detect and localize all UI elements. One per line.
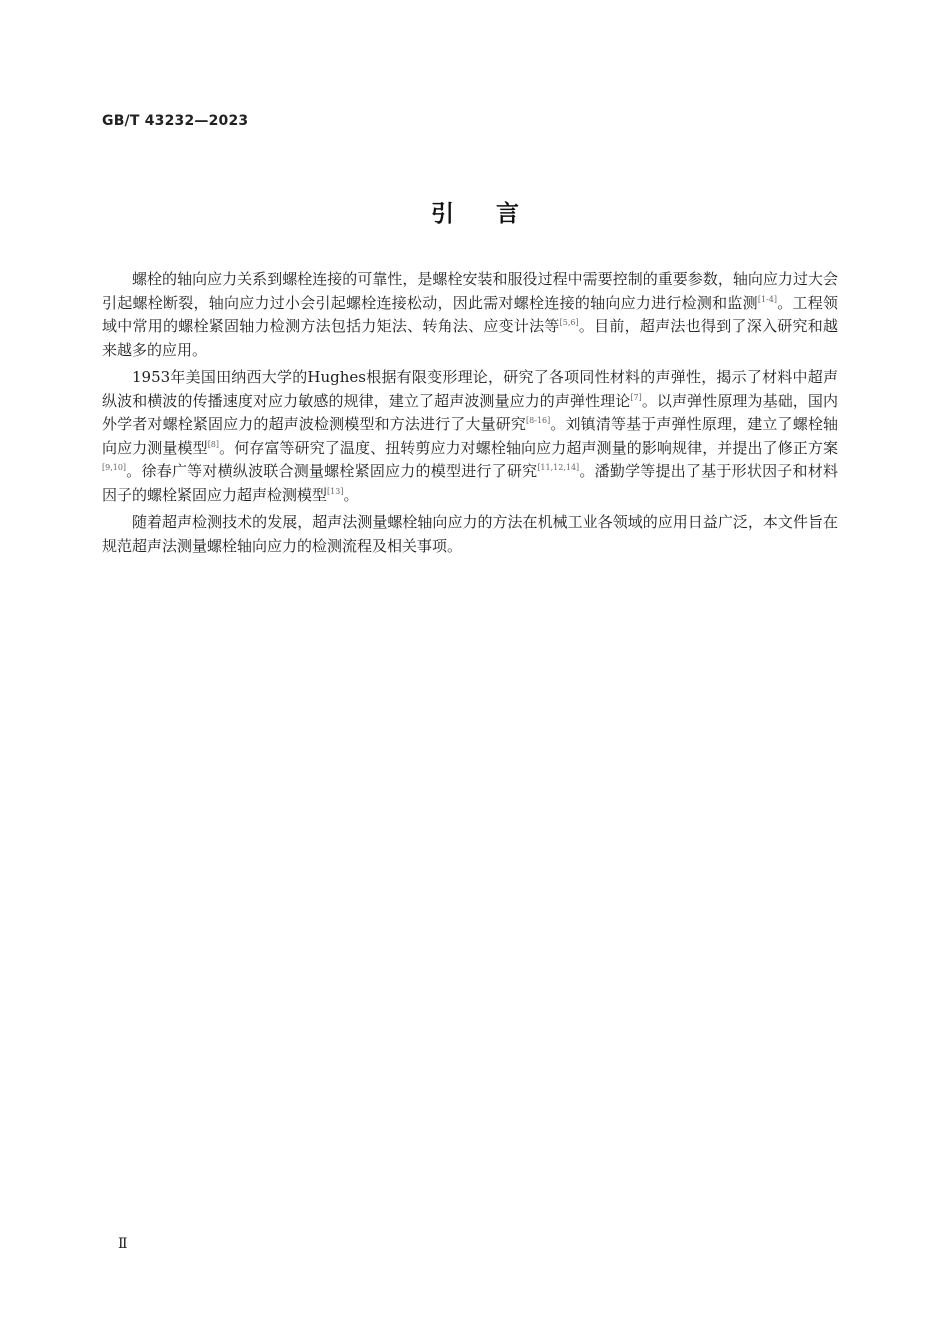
citation-ref: [7]: [630, 392, 642, 402]
paragraph-text: 。工程领域中常用的螺栓紧固轴力检测方法包括力矩法、转角法、应变计法等: [102, 293, 838, 335]
paragraph-text: 随着超声检测技术的发展，超声法测量螺栓轴向应力的方法在机械工业各领域的应用日益广泛，本文件旨在规范超声法测量螺栓轴向应力的检测流程及相关事项。: [102, 513, 838, 555]
citation-ref: [8]: [207, 439, 220, 449]
body-paragraph: [102, 366, 838, 507]
paragraph-text: 。以声弹性原理为基础，国内外学者对螺栓紧固应力的超声波检测模型和方法进行了大量研究: [102, 391, 838, 433]
paragraph-text: 。: [343, 485, 359, 504]
paragraph-text: 。徐春广等对横纵波联合测量螺栓紧固应力的模型进行了研究: [126, 462, 538, 480]
citation-ref: [1-4]: [757, 294, 777, 304]
citation-ref: [5,6]: [559, 318, 579, 327]
citation-ref: [9,10]: [102, 463, 127, 472]
paragraph-text: 。潘勤学等提出了基于形状因子和材料因子的螺栓紧固应力超声检测模型: [102, 462, 838, 504]
paragraph-text: 1953年美国田纳西大学的Hughes根据有限变形理论，研究了各项同性材料的声弹性，揭示了材料中超声纵波和横波的传播速度对应力敏感的规律，建立了超声波测量应力的声弹性理论: [102, 368, 838, 410]
page-number: Ⅱ: [118, 1236, 128, 1252]
paragraph-text: 。目前，超声法也得到了深入研究和越来越多的应用。: [102, 317, 838, 359]
body-paragraph: [102, 511, 838, 558]
citation-ref: [8-16]: [526, 416, 551, 425]
section-title: 引言: [431, 201, 561, 227]
paragraph-text: 。何存富等研究了温度、扭转剪应力对螺栓轴向应力超声测量的影响规律，并提出了修正方案: [219, 438, 838, 457]
citation-ref: [11,12,14]: [537, 463, 580, 472]
citation-ref: [13]: [327, 486, 344, 496]
paragraph-text: 。刘镇清等基于声弹性原理，建立了螺栓轴向应力测量模型: [102, 415, 838, 457]
standard-code: GB/T 43232—2023: [102, 113, 249, 129]
body-paragraph: [102, 268, 838, 362]
paragraph-text: 螺栓的轴向应力关系到螺栓连接的可靠性，是螺栓安装和服役过程中需要控制的重要参数，轴向应力过大会引起螺栓断裂，轴向应力过小会引起螺栓连接松动，因此需对螺栓连接的轴向应力进行检测和监测: [102, 270, 838, 312]
introduction-body: [102, 268, 838, 562]
